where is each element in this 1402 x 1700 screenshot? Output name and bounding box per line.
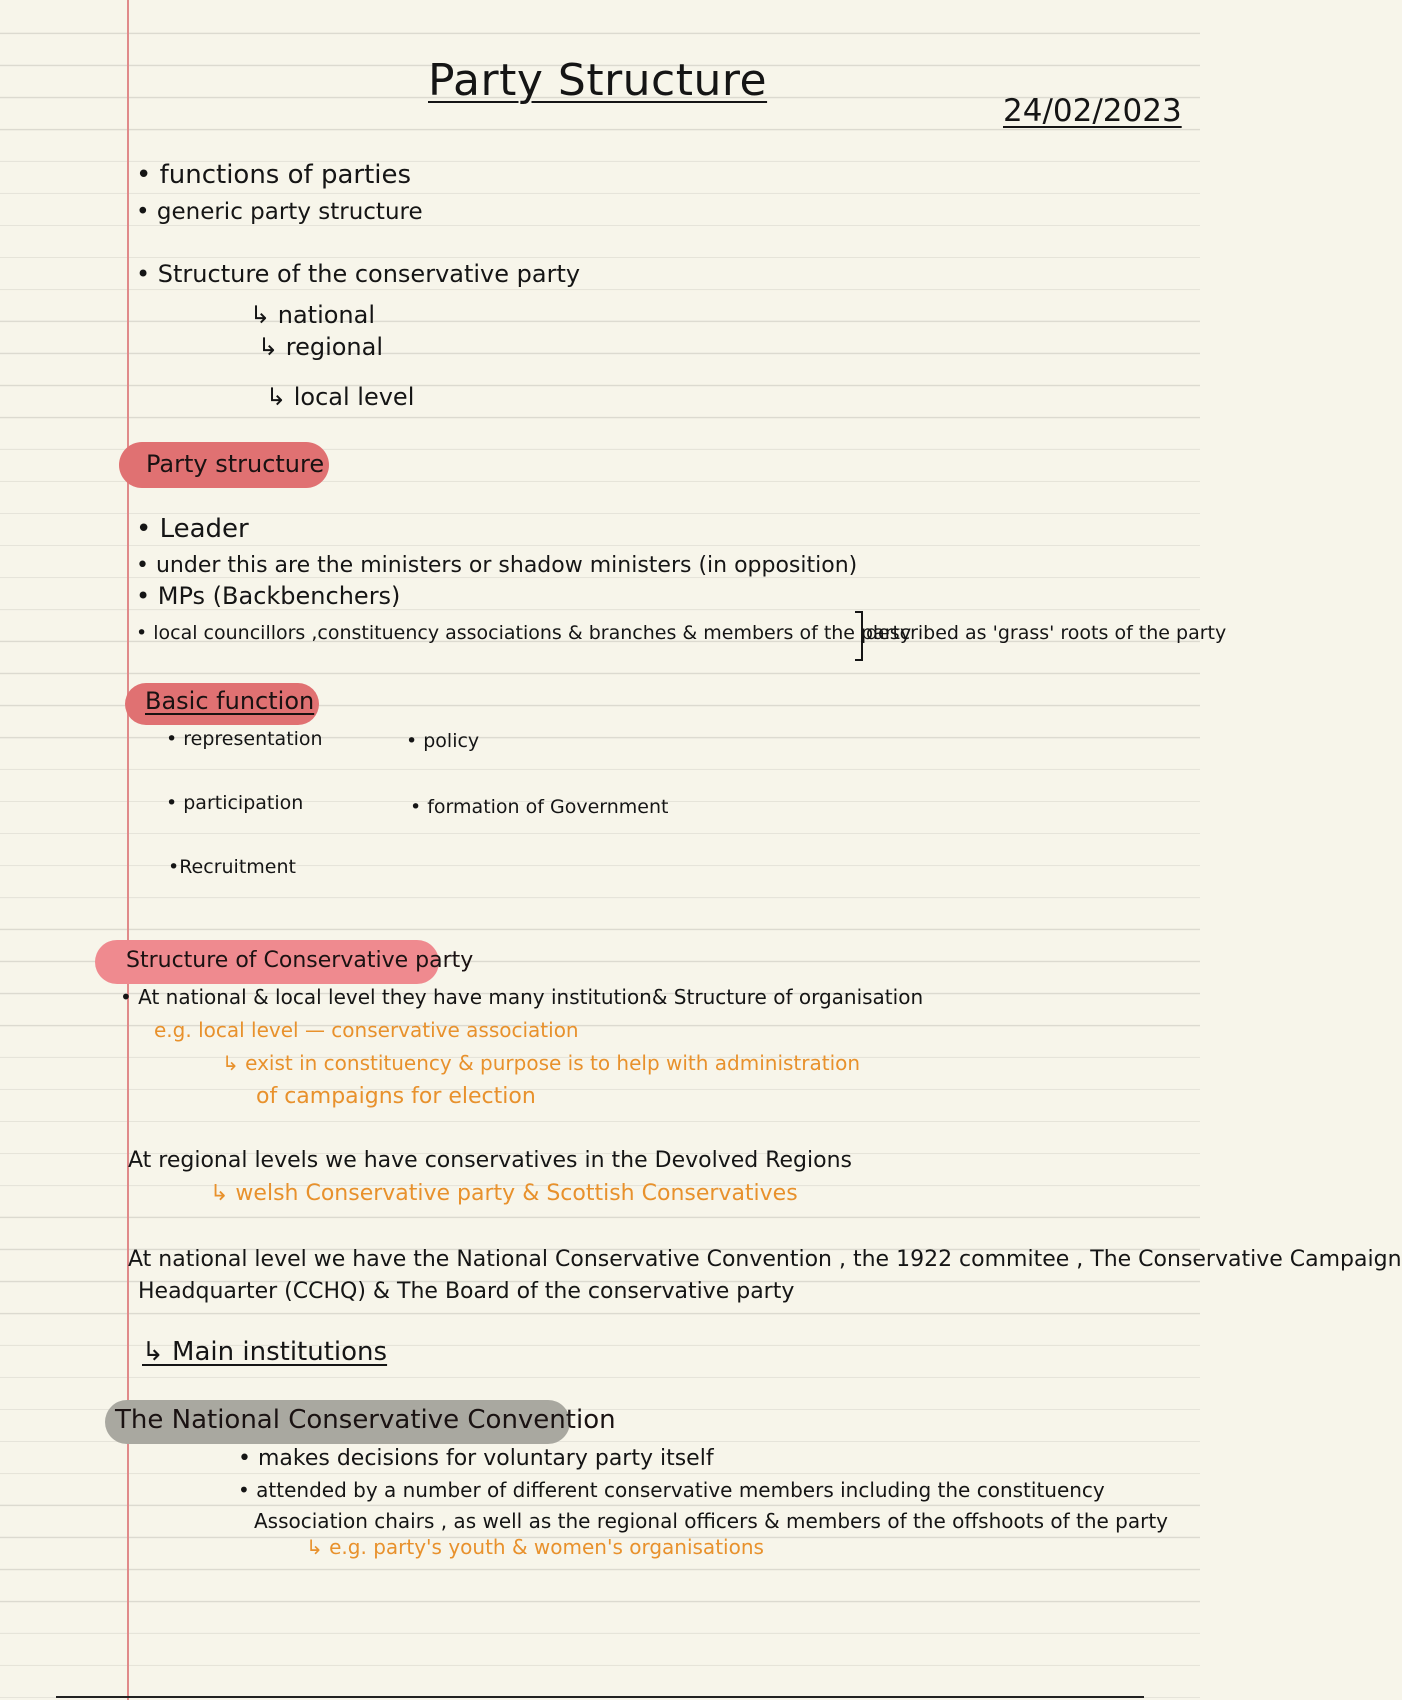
- function-item: • representation: [166, 728, 323, 750]
- convention-item: • attended by a number of different conservative members including the constituency: [238, 1478, 1105, 1502]
- section-heading-party-structure: Party structure: [146, 450, 325, 478]
- grouping-bracket: [855, 611, 863, 661]
- national-level: Headquarter (CCHQ) & The Board of the conservative party: [138, 1279, 795, 1304]
- page-bottom-line: [56, 1696, 1144, 1698]
- overview-item: • Structure of the conservative party: [136, 260, 581, 288]
- overview-sub-item: ↳ regional: [258, 333, 384, 361]
- function-item: • policy: [406, 730, 480, 752]
- convention-item: Association chairs , as well as the regional officers & members of the offshoots of the party: [254, 1509, 1169, 1533]
- margin-line: [127, 0, 129, 1700]
- convention-item: • makes decisions for voluntary party itself: [238, 1446, 714, 1471]
- main-institutions: ↳ Main institutions: [142, 1337, 388, 1367]
- structure-bracket-note: described as 'grass' roots of the party: [866, 622, 1227, 644]
- conservative-intro: • At national & local level they have many institution& Structure of organisation: [120, 985, 924, 1009]
- structure-item: • under this are the ministers or shadow ministers (in opposition): [136, 553, 858, 578]
- convention-example: ↳ e.g. party's youth & women's organisations: [306, 1535, 764, 1559]
- overview-sub-item: ↳ national: [250, 301, 376, 329]
- function-item: • formation of Government: [410, 796, 669, 818]
- regional-example: ↳ welsh Conservative party & Scottish Conservatives: [210, 1181, 798, 1206]
- local-detail: of campaigns for election: [256, 1084, 536, 1109]
- page-title: Party Structure: [428, 55, 768, 106]
- structure-item: • MPs (Backbenchers): [136, 582, 401, 610]
- section-heading-convention: The National Conservative Convention: [115, 1405, 616, 1435]
- function-item: •Recruitment: [168, 856, 296, 878]
- national-level: At national level we have the National Conservative Convention , the 1922 commitee , The Conservative Campaign: [128, 1247, 1402, 1272]
- function-item: • participation: [166, 792, 304, 814]
- local-detail: ↳ exist in constituency & purpose is to help with administration: [222, 1051, 861, 1075]
- structure-item: • Leader: [136, 514, 249, 544]
- overview-sub-item: ↳ local level: [266, 383, 415, 411]
- section-heading-conservative-structure: Structure of Conservative party: [126, 948, 474, 973]
- page-date: 24/02/2023: [1003, 93, 1182, 129]
- section-heading-basic-function: Basic function: [145, 687, 315, 715]
- structure-item: • local councillors ,constituency associations & branches & members of the party: [136, 622, 912, 644]
- overview-item: • generic party structure: [136, 199, 423, 225]
- overview-item: • functions of parties: [136, 160, 412, 190]
- local-example: e.g. local level — conservative association: [154, 1018, 579, 1042]
- regional-level: At regional levels we have conservatives in the Devolved Regions: [128, 1148, 853, 1173]
